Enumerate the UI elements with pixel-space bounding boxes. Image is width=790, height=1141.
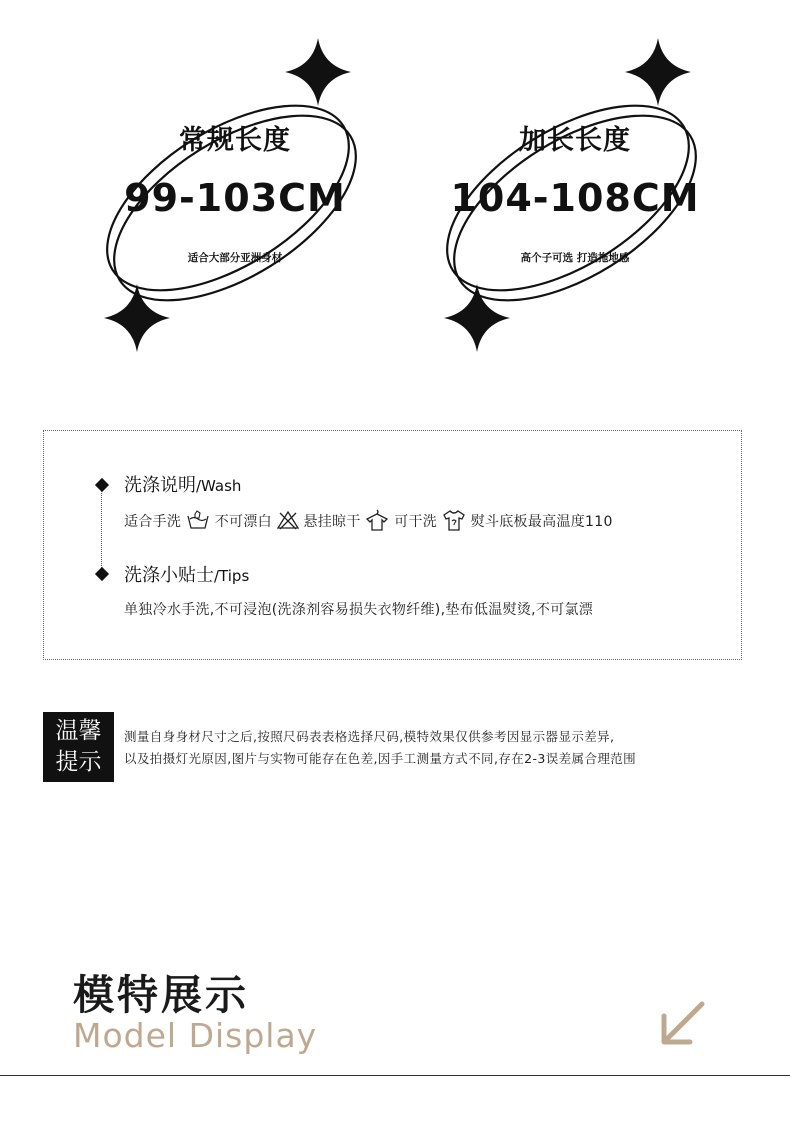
length-title: 常规长度	[179, 125, 291, 156]
bullet-diamond	[95, 478, 109, 492]
length-size: 104-108CM	[450, 176, 700, 220]
warm-tip-badge	[43, 712, 114, 782]
wash-item-text: 不可漂白	[214, 514, 272, 530]
care-connector-line	[101, 488, 102, 576]
tips-text: 单独冷水手洗,不可浸泡(洗涤剂容易损失衣物纤维),垫布低温熨烫,不可氯漂	[124, 602, 594, 618]
length-title: 加长长度	[519, 125, 631, 156]
tips-heading-cn: 洗涤小贴士	[124, 565, 214, 586]
sparkle-icon	[104, 284, 170, 352]
sparkle-icon	[625, 38, 691, 106]
wash-instructions	[124, 509, 613, 535]
notice-line-1: 测量自身身材尺寸之后,按照尺码表表格选择尺码,模特效果仅供参考因显示器显示差异,	[124, 729, 615, 744]
sparkle-icon	[285, 38, 351, 106]
length-badge-regular	[85, 30, 385, 370]
warm-tip-badge-line1: 温馨	[55, 718, 102, 744]
hang-dry-icon	[365, 509, 389, 535]
wash-heading-en: /Wash	[196, 477, 242, 495]
arrow-down-left-icon	[656, 998, 708, 1054]
model-display-title: 模特展示	[73, 971, 249, 1019]
no-bleach-icon	[277, 510, 299, 534]
length-note: 高个子可选 打造拖地感	[520, 252, 630, 264]
wash-item-text: 熨斗底板最高温度110	[470, 514, 613, 530]
sparkle-icon	[444, 284, 510, 352]
care-instructions-box	[43, 430, 742, 660]
length-badge-long	[425, 30, 725, 370]
bullet-diamond	[95, 567, 109, 581]
hand-wash-icon	[186, 510, 210, 534]
dry-clean-icon	[442, 509, 466, 535]
wash-heading-cn: 洗涤说明	[124, 475, 196, 496]
length-size: 99-103CM	[124, 176, 346, 220]
wash-heading	[124, 471, 241, 497]
bottom-divider	[0, 1075, 790, 1076]
tips-heading-en: /Tips	[214, 567, 250, 585]
wash-item-text: 悬挂晾干	[303, 514, 361, 530]
model-display-subtitle: Model Display	[73, 1016, 318, 1055]
tips-heading	[124, 561, 249, 587]
length-note: 适合大部分亚洲身材	[187, 252, 283, 264]
wash-item-text: 可干洗	[394, 514, 438, 530]
wash-item-text: 适合手洗	[124, 514, 182, 530]
warm-tip-badge-line2: 提示	[55, 749, 102, 775]
notice-line-2: 以及拍摄灯光原因,图片与实物可能存在色差,因手工测量方式不同,存在2-3误差属合理范围	[124, 751, 637, 766]
